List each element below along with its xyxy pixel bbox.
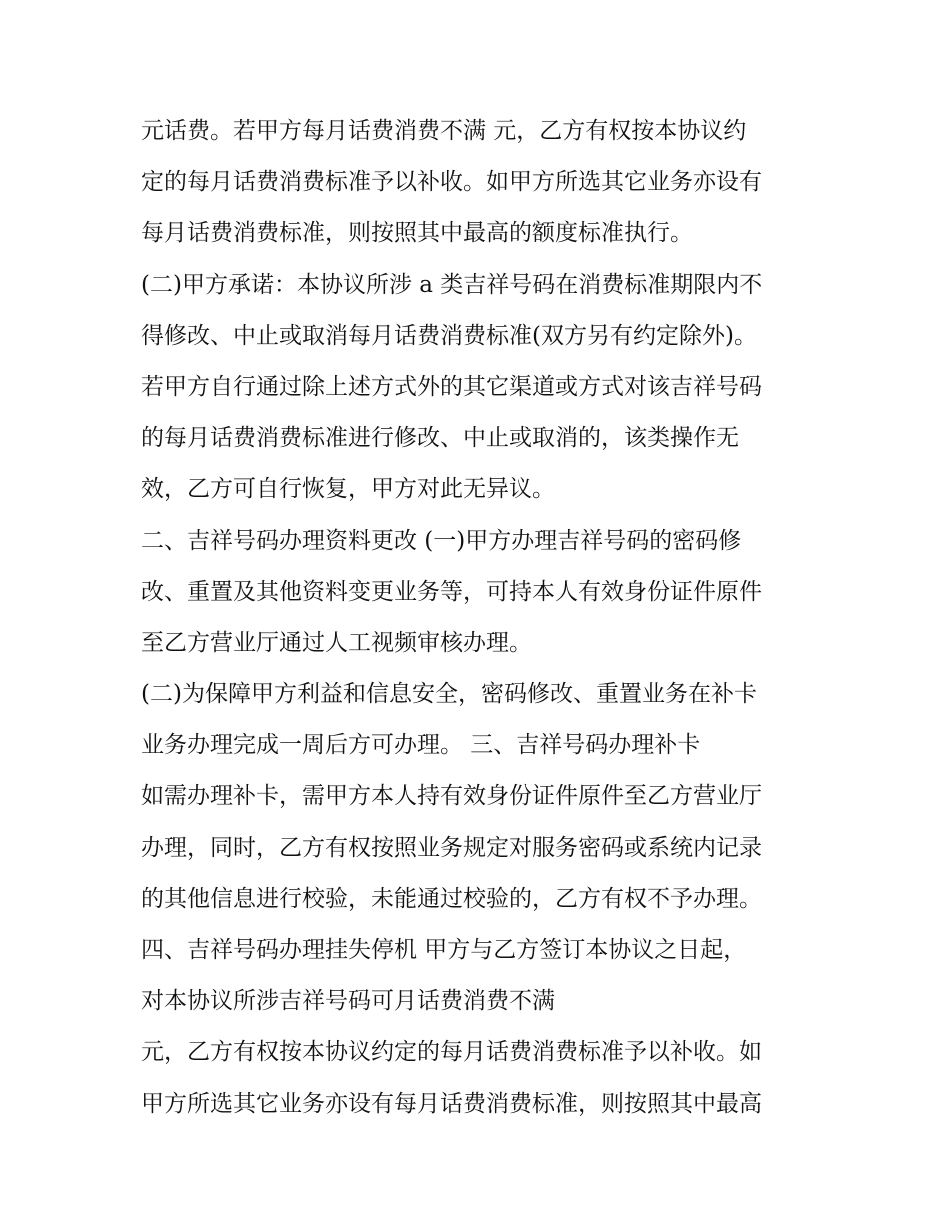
text-line: 得修改、中止或取消每月话费消费标准(双方另有约定除外)。 (141, 322, 757, 349)
text-line: 至乙方营业厅通过人工视频审核办理。 (141, 629, 532, 656)
text-line: (二)甲方承诺：本协议所涉 a 类吉祥号码在消费标准期限内不 (141, 271, 763, 298)
text-line: 四、吉祥号码办理挂失停机 甲方与乙方签订本协议之日起， (141, 937, 747, 963)
text-line: 业务办理完成一周后方可办理。 三、吉祥号码办理补卡 (141, 732, 701, 759)
text-line: 元，乙方有权按本协议约定的每月话费消费标准予以补收。如 (141, 1039, 762, 1066)
text-line: 效，乙方可自行恢复，甲方对此无异议。 (141, 476, 555, 503)
text-line: (二)为保障甲方利益和信息安全，密码修改、重置业务在补卡 (141, 681, 757, 708)
text-line: 每月话费消费标准，则按照其中最高的额度标准执行。 (141, 220, 693, 247)
text-line: 办理，同时，乙方有权按照业务规定对服务密码或系统内记录 (141, 834, 762, 861)
text-line: 定的每月话费消费标准予以补收。如甲方所选其它业务亦设有 (141, 169, 762, 196)
text-line: 的每月话费消费标准进行修改、中止或取消的，该类操作无 (141, 425, 739, 452)
text-line: 的其他信息进行校验，未能通过校验的，乙方有权不予办理。 (141, 885, 762, 912)
text-line: 对本协议所涉吉祥号码可月话费消费不满 (141, 988, 555, 1015)
text-line: 元话费。若甲方每月话费消费不满 元，乙方有权按本协议约 (141, 118, 747, 144)
text-line: 若甲方自行通过除上述方式外的其它渠道或方式对该吉祥号码 (141, 373, 762, 400)
text-line: 二、吉祥号码办理资料更改 (一)甲方办理吉祥号码的密码修 (141, 527, 742, 554)
text-line: 改、重置及其他资料变更业务等，可持本人有效身份证件原件 (141, 578, 762, 605)
text-line: 甲方所选其它业务亦设有每月话费消费标准，则按照其中最高 (141, 1090, 762, 1117)
document-text (141, 106, 841, 1130)
text-line: 如需办理补卡，需甲方本人持有效身份证件原件至乙方营业厅 (141, 783, 762, 810)
